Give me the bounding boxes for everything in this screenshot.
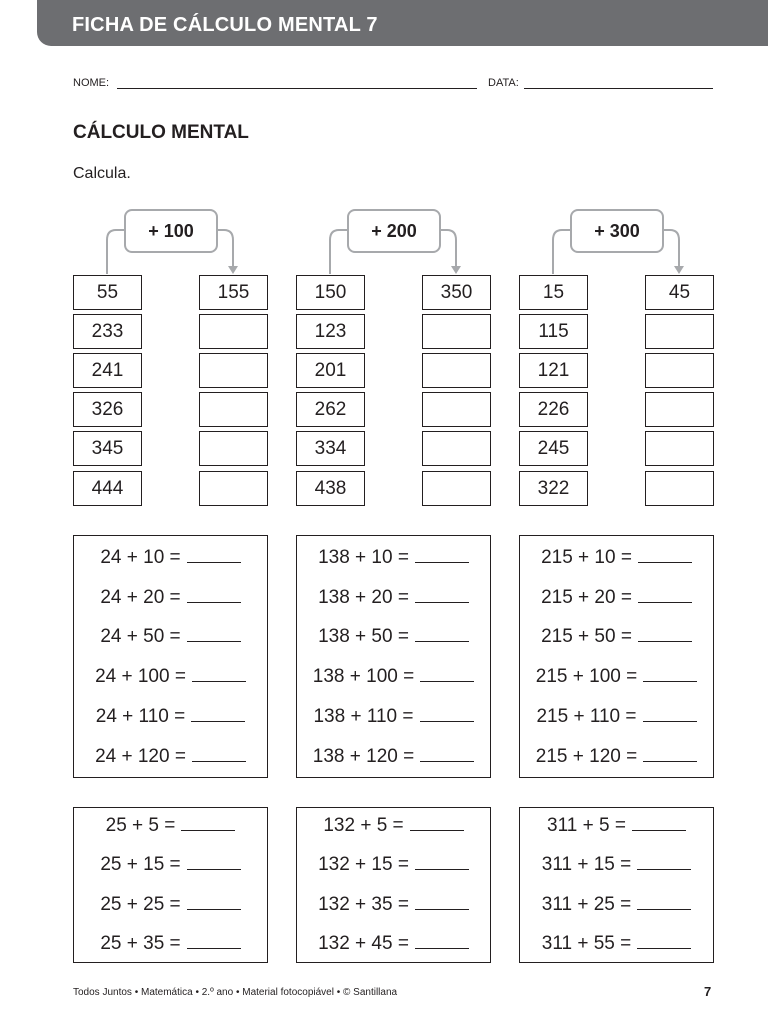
header-bar	[37, 0, 768, 46]
equation-row	[74, 706, 267, 728]
equation-box	[519, 535, 714, 778]
equation-text: 311 + 25 =	[541, 894, 632, 915]
date-label: DATA:	[488, 77, 519, 89]
answer-cell[interactable]	[199, 431, 268, 466]
section-title: CÁLCULO MENTAL	[73, 122, 249, 143]
operation-box-plus-300: + 300	[570, 209, 664, 253]
equation-box	[296, 535, 491, 778]
answer-blank[interactable]	[181, 829, 235, 831]
input-cell: 245	[519, 431, 588, 466]
equation-row	[520, 894, 713, 916]
input-cell: 438	[296, 471, 365, 506]
equation-row	[74, 854, 267, 876]
input-cell: 121	[519, 353, 588, 388]
equation-row	[520, 547, 713, 569]
equation-text: 24 + 100 =	[95, 666, 186, 687]
equation-row	[520, 666, 713, 688]
answer-blank[interactable]	[192, 760, 246, 762]
equation-text: 215 + 100 =	[535, 666, 638, 687]
equation-row	[297, 547, 490, 569]
answer-cell[interactable]	[199, 353, 268, 388]
answer-cell[interactable]	[422, 431, 491, 466]
equation-text: 25 + 35 =	[100, 933, 181, 954]
equation-text: 132 + 45 =	[318, 933, 409, 954]
input-cell: 201	[296, 353, 365, 388]
equation-row	[74, 587, 267, 609]
equation-text: 138 + 50 =	[318, 626, 409, 647]
input-cell: 123	[296, 314, 365, 349]
answer-blank[interactable]	[632, 829, 686, 831]
answer-blank[interactable]	[415, 601, 469, 603]
equation-row	[520, 706, 713, 728]
input-cell: 262	[296, 392, 365, 427]
equation-text: 132 + 15 =	[318, 854, 409, 875]
answer-cell[interactable]	[422, 392, 491, 427]
equation-row	[297, 815, 490, 837]
name-field[interactable]	[117, 88, 477, 89]
equation-row	[74, 666, 267, 688]
answer-blank[interactable]	[643, 720, 697, 722]
answer-blank[interactable]	[638, 601, 692, 603]
equation-text: 311 + 15 =	[541, 854, 632, 875]
footer-credits: Todos Juntos • Matemática • 2.º ano • Material fotocopiável • © Santillana	[73, 987, 398, 998]
instruction-text: Calcula.	[73, 165, 131, 182]
equation-text: 138 + 110 =	[313, 706, 414, 727]
input-cell: 226	[519, 392, 588, 427]
equation-text: 132 + 35 =	[318, 894, 409, 915]
input-cell: 345	[73, 431, 142, 466]
answer-blank[interactable]	[192, 680, 246, 682]
equation-box	[73, 807, 268, 963]
answer-cell[interactable]	[645, 353, 714, 388]
equation-box	[296, 807, 491, 963]
equation-row	[297, 587, 490, 609]
equation-text: 311 + 5 =	[547, 815, 626, 836]
answer-cell[interactable]	[422, 471, 491, 506]
answer-cell[interactable]: 155	[199, 275, 268, 310]
answer-blank[interactable]	[638, 640, 692, 642]
equation-row	[74, 547, 267, 569]
equation-row	[520, 587, 713, 609]
answer-blank[interactable]	[638, 561, 692, 563]
equation-text: 25 + 25 =	[100, 894, 181, 915]
equation-row	[297, 666, 490, 688]
answer-blank[interactable]	[187, 640, 241, 642]
equation-text: 138 + 20 =	[318, 587, 409, 608]
equation-box	[73, 535, 268, 778]
name-label: NOME:	[73, 77, 110, 89]
operation-box-plus-200: + 200	[347, 209, 441, 253]
answer-cell[interactable]	[422, 314, 491, 349]
equation-text: 24 + 20 =	[100, 587, 181, 608]
equation-text: 215 + 20 =	[541, 587, 632, 608]
answer-blank[interactable]	[637, 947, 691, 949]
answer-blank[interactable]	[187, 908, 241, 910]
answer-blank[interactable]	[415, 868, 469, 870]
equation-row	[520, 815, 713, 837]
equation-row	[520, 933, 713, 955]
input-cell: 55	[73, 275, 142, 310]
page-number: 7	[704, 984, 712, 999]
answer-cell[interactable]	[645, 431, 714, 466]
answer-cell[interactable]: 350	[422, 275, 491, 310]
date-field[interactable]	[524, 88, 713, 89]
answer-blank[interactable]	[187, 868, 241, 870]
equation-box	[519, 807, 714, 963]
answer-blank[interactable]	[187, 947, 241, 949]
answer-cell[interactable]	[645, 314, 714, 349]
equation-row	[297, 854, 490, 876]
answer-blank[interactable]	[420, 720, 474, 722]
operation-box-plus-100: + 100	[124, 209, 218, 253]
equation-text: 25 + 15 =	[100, 854, 181, 875]
input-cell: 15	[519, 275, 588, 310]
equation-row	[520, 626, 713, 648]
equation-text: 138 + 120 =	[312, 746, 415, 767]
input-cell: 233	[73, 314, 142, 349]
equation-row	[74, 894, 267, 916]
equation-row	[74, 746, 267, 768]
answer-cell[interactable]	[199, 471, 268, 506]
input-cell: 241	[73, 353, 142, 388]
equation-text: 138 + 10 =	[318, 547, 409, 568]
answer-cell[interactable]	[422, 353, 491, 388]
input-cell: 115	[519, 314, 588, 349]
answer-blank[interactable]	[637, 868, 691, 870]
equation-row	[297, 626, 490, 648]
equation-row	[297, 933, 490, 955]
equation-text: 24 + 50 =	[100, 626, 181, 647]
input-cell: 326	[73, 392, 142, 427]
input-cell: 322	[519, 471, 588, 506]
equation-text: 24 + 120 =	[95, 746, 186, 767]
answer-blank[interactable]	[420, 760, 474, 762]
answer-blank[interactable]	[643, 680, 697, 682]
equation-text: 215 + 10 =	[541, 547, 632, 568]
input-cell: 150	[296, 275, 365, 310]
answer-blank[interactable]	[637, 908, 691, 910]
equation-text: 215 + 50 =	[541, 626, 632, 647]
answer-blank[interactable]	[187, 601, 241, 603]
equation-text: 215 + 120 =	[535, 746, 638, 767]
answer-cell[interactable]: 45	[645, 275, 714, 310]
answer-blank[interactable]	[415, 640, 469, 642]
equation-text: 132 + 5 =	[323, 815, 404, 836]
answer-cell[interactable]	[645, 471, 714, 506]
equation-row	[74, 815, 267, 837]
answer-blank[interactable]	[415, 908, 469, 910]
answer-cell[interactable]	[199, 392, 268, 427]
equation-row	[297, 894, 490, 916]
answer-blank[interactable]	[187, 561, 241, 563]
equation-row	[74, 626, 267, 648]
answer-blank[interactable]	[643, 760, 697, 762]
answer-blank[interactable]	[415, 561, 469, 563]
answer-blank[interactable]	[415, 947, 469, 949]
equation-text: 215 + 110 =	[536, 706, 637, 727]
equation-row	[520, 746, 713, 768]
answer-cell[interactable]	[645, 392, 714, 427]
page-title: FICHA DE CÁLCULO MENTAL 7	[72, 14, 378, 36]
equation-text: 311 + 55 =	[541, 933, 632, 954]
equation-row	[520, 854, 713, 876]
answer-blank[interactable]	[191, 720, 245, 722]
equation-text: 24 + 10 =	[100, 547, 181, 568]
equation-text: 138 + 100 =	[312, 666, 415, 687]
equation-row	[297, 746, 490, 768]
equation-text: 25 + 5 =	[105, 815, 176, 836]
equation-row	[297, 706, 490, 728]
equation-row	[74, 933, 267, 955]
answer-cell[interactable]	[199, 314, 268, 349]
input-cell: 444	[73, 471, 142, 506]
equation-text: 24 + 110 =	[95, 706, 186, 727]
input-cell: 334	[296, 431, 365, 466]
answer-blank[interactable]	[410, 829, 464, 831]
answer-blank[interactable]	[420, 680, 474, 682]
